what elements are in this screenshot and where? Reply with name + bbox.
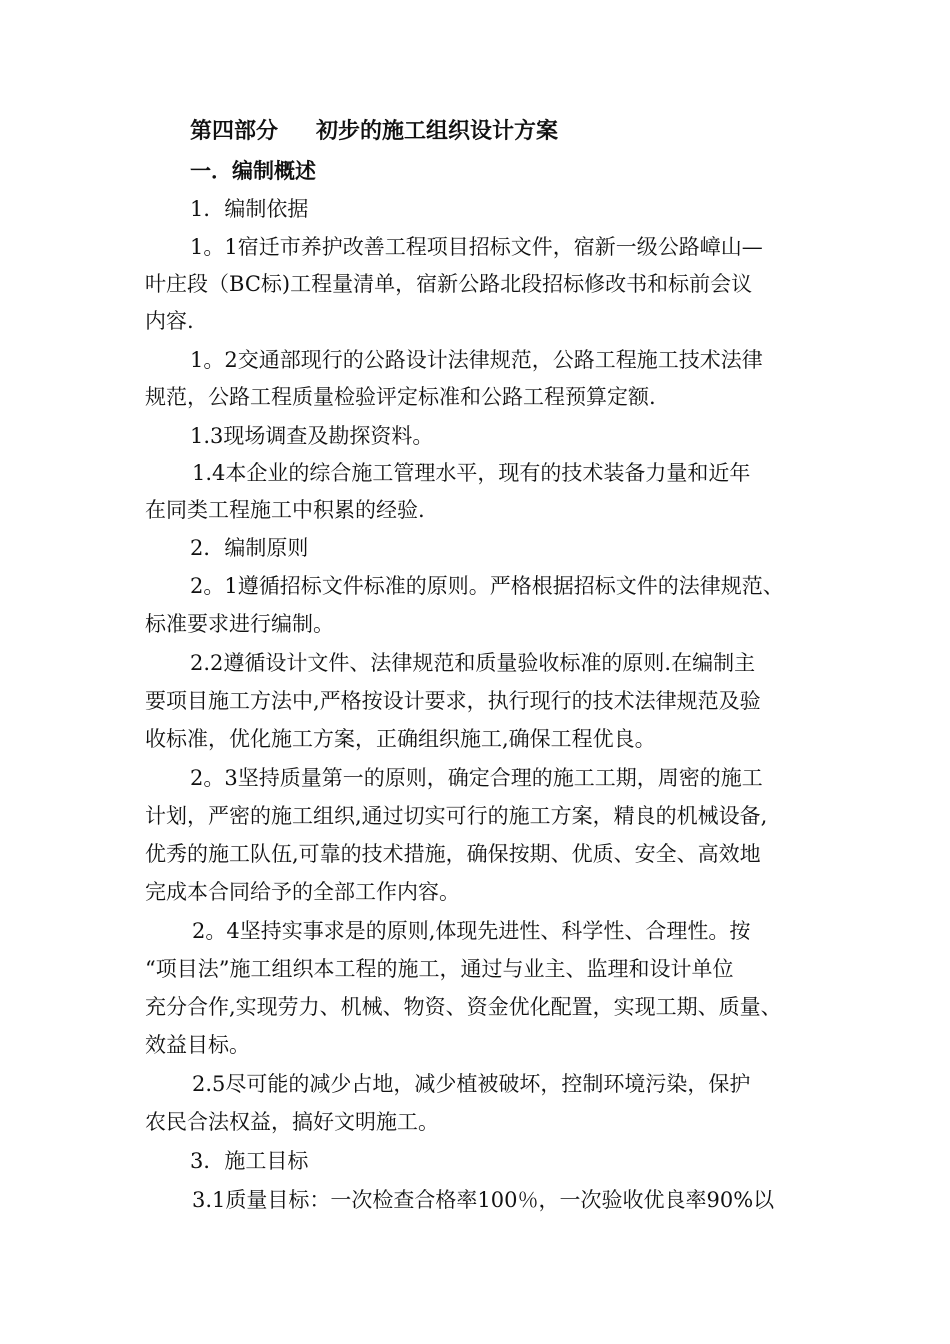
subsection-heading-basis: 1．编制依据	[190, 197, 309, 221]
paragraph-line: 标准要求进行编制。	[145, 612, 334, 636]
paragraph-line: 在同类工程施工中积累的经验.	[145, 498, 425, 522]
paragraph-line: 3.1质量目标：一次检查合格率100％，一次验收优良率90%以	[192, 1188, 775, 1212]
paragraph-line: 叶庄段（BC标)工程量清单，宿新公路北段招标修改书和标前会议	[145, 272, 753, 296]
paragraph-line: 2.5尽可能的减少占地，减少植被破坏，控制环境污染，保护	[192, 1072, 751, 1096]
page-title	[190, 118, 558, 144]
paragraph-line: 内容.	[145, 309, 194, 333]
paragraph-line: 规范，公路工程质量检验评定标准和公路工程预算定额.	[145, 385, 656, 409]
paragraph-line: 农民合法权益，搞好文明施工。	[145, 1110, 439, 1134]
paragraph-line: 优秀的施工队伍,可靠的技术措施，确保按期、优质、安全、高效地	[145, 842, 761, 866]
paragraph-line: 2。1遵循招标文件标准的原则。严格根据招标文件的法律规范、	[190, 574, 784, 598]
paragraph-line: 完成本合同给予的全部工作内容。	[145, 880, 460, 904]
subsection-heading-principles: 2．编制原则	[190, 536, 309, 560]
title-part-label: 第四部分	[190, 118, 279, 144]
paragraph-line: 计划，严密的施工组织,通过切实可行的施工方案，精良的机械设备,	[145, 804, 768, 828]
paragraph-line: 1.4本企业的综合施工管理水平，现有的技术装备力量和近年	[192, 461, 751, 485]
paragraph-line: 1。1宿迁市养护改善工程项目招标文件，宿新一级公路嶂山—	[190, 235, 763, 259]
section-heading-overview: 一．编制概述	[190, 158, 316, 183]
paragraph-line: 效益目标。	[145, 1033, 250, 1057]
paragraph-line: 1。2交通部现行的公路设计法律规范，公路工程施工技术法律	[190, 348, 763, 372]
paragraph-line: 2.2遵循设计文件、法律规范和质量验收标准的原则.在编制主	[190, 651, 756, 675]
title-text: 初步的施工组织设计方案	[316, 118, 559, 144]
paragraph-line: 充分合作,实现劳力、机械、物资、资金优化配置，实现工期、质量、	[145, 995, 782, 1019]
paragraph-line: 1.3现场调查及勘探资料。	[190, 424, 434, 448]
paragraph-line: 2。3坚持质量第一的原则，确定合理的施工工期，周密的施工	[190, 766, 763, 790]
paragraph-line: 2。4坚持实事求是的原则,体现先进性、科学性、合理性。按	[192, 919, 751, 943]
subsection-heading-goals: 3．施工目标	[190, 1149, 309, 1173]
paragraph-line: 要项目施工方法中,严格按设计要求，执行现行的技术法律规范及验	[145, 689, 761, 713]
paragraph-line: 收标准，优化施工方案，正确组织施工,确保工程优良。	[145, 727, 656, 751]
paragraph-line: “项目法”施工组织本工程的施工，通过与业主、监理和设计单位	[145, 957, 734, 981]
